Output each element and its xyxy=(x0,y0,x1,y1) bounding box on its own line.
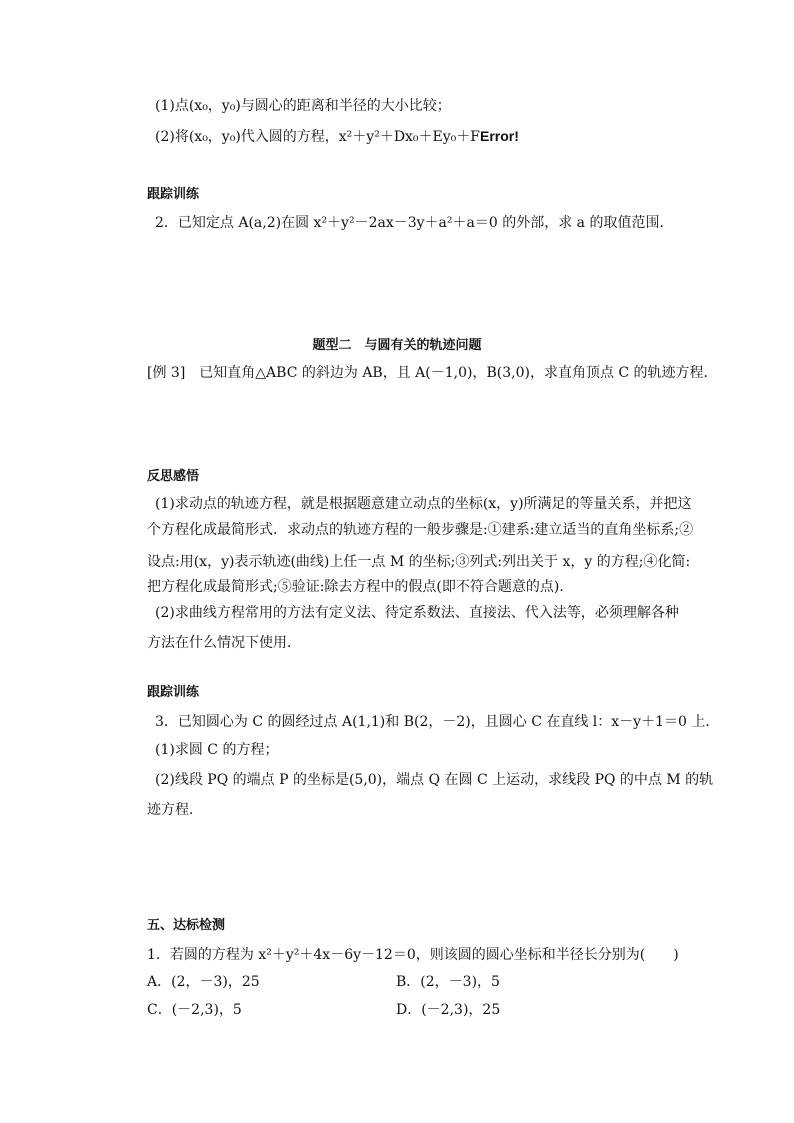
option-c: C．(－2,3)，5 xyxy=(147,1002,242,1018)
problem-text: 2．已知定点 A(a,2)在圆 x²＋y²－2ax－3y＋a²＋a＝0 的外部，求 a 的取值范围． xyxy=(155,215,674,231)
paragraph-line: (2)求曲线方程常用的方法有定义法、待定系数法、直接法、代入法等，必须理解各种 xyxy=(155,605,679,621)
section-heading: 五、达标检测 xyxy=(147,918,226,933)
option-b: B．(2，－3)，5 xyxy=(396,974,500,990)
problem-text: 迹方程． xyxy=(147,802,203,818)
section-heading: 反思感悟 xyxy=(147,469,200,484)
section-heading: 跟踪训练 xyxy=(147,187,200,202)
equation-text: (2)将(x₀，y₀)代入圆的方程，x²＋y²＋Dx₀＋Ey₀＋F xyxy=(155,129,481,145)
question-text: 1．若圆的方程为 x²＋y²＋4x－6y－12＝0，则该圆的圆心坐标和半径长分别为( ) xyxy=(147,947,679,963)
paragraph-line: 方法在什么情况下使用． xyxy=(147,635,301,651)
error-text: Error! xyxy=(480,128,519,144)
section-heading: 跟踪训练 xyxy=(147,685,200,700)
text-line xyxy=(155,127,519,146)
problem-text: (1)求圆 C 的方程； xyxy=(155,742,279,758)
paragraph-line: 设点:用(x，y)表示轨迹(曲线)上任一点 M 的坐标;③列式:列出关于 x，y 的方程;④化简: xyxy=(147,554,691,570)
option-d: D．(－2,3)，25 xyxy=(396,1002,501,1018)
paragraph-line: 把方程化成最简形式;⑤验证:除去方程中的假点(即不符合题意的点)． xyxy=(147,579,574,595)
problem-text: (2)线段 PQ 的端点 P 的坐标是(5,0)，端点 Q 在圆 C 上运动，求线段 PQ 的中点 M 的轨 xyxy=(155,772,714,788)
paragraph-line: 个方程化成最简形式．求动点的轨迹方程的一般步骤是:①建系:建立适当的直角坐标系;② xyxy=(147,522,694,538)
example-text: [例 3] 已知直角△ABC 的斜边为 AB，且 A(－1,0)，B(3,0)，求直角顶点 C 的轨迹方程． xyxy=(147,365,718,381)
option-a: A．(2，－3)，25 xyxy=(147,974,260,990)
text-line: (1)点(x₀，y₀)与圆心的距离和半径的大小比较； xyxy=(155,98,451,114)
section-title: 题型二 与圆有关的轨迹问题 xyxy=(312,338,482,353)
problem-text: 3．已知圆心为 C 的圆经过点 A(1,1)和 B(2，－2)，且圆心 C 在直线 l：x－y＋1＝0 上． xyxy=(155,714,720,730)
paragraph-line: (1)求动点的轨迹方程，就是根据题意建立动点的坐标(x，y)所满足的等量关系，并把这 xyxy=(155,496,692,512)
